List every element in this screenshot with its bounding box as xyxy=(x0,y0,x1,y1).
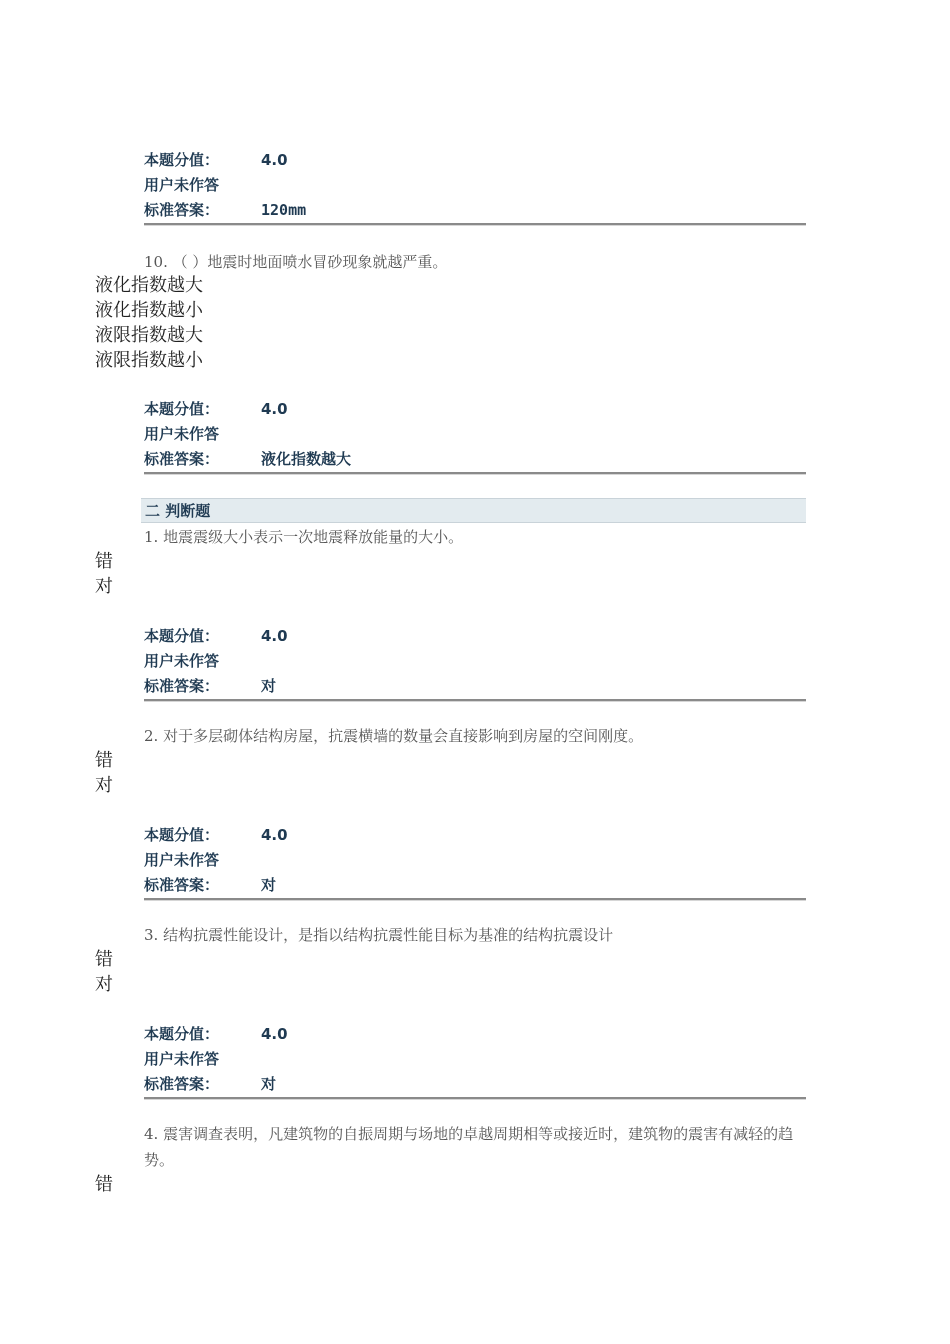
score-label: 本题分值： xyxy=(144,400,220,418)
answer-label: 标准答案： xyxy=(144,450,220,468)
q10-info xyxy=(144,397,806,472)
score-label: 本题分值： xyxy=(144,826,220,844)
divider xyxy=(144,472,806,475)
tf2-info xyxy=(144,823,806,898)
option-d[interactable]: 液限指数越小 xyxy=(95,350,203,371)
tf3-info xyxy=(144,1022,806,1097)
divider xyxy=(144,1097,806,1100)
answer-label: 标准答案： xyxy=(144,677,220,695)
question-text: 10. （ ）地震时地面喷水冒砂现象就越严重。 xyxy=(144,253,448,271)
section-header: 二 判断题 xyxy=(141,498,806,523)
score-value: 4.0 xyxy=(261,627,288,645)
score-label: 本题分值： xyxy=(144,151,220,169)
q9-info xyxy=(144,148,806,223)
tf1-info xyxy=(144,624,806,699)
unanswered-label: 用户未作答 xyxy=(144,176,220,194)
score-label: 本题分值： xyxy=(144,627,220,645)
option-true[interactable]: 对 xyxy=(95,974,113,995)
unanswered-label: 用户未作答 xyxy=(144,1050,220,1068)
option-a[interactable]: 液化指数越大 xyxy=(95,275,203,296)
answer-value: 对 xyxy=(261,876,277,894)
option-b[interactable]: 液化指数越小 xyxy=(95,300,203,321)
answer-value: 液化指数越大 xyxy=(261,450,352,468)
answer-label: 标准答案： xyxy=(144,201,220,219)
question-text: 4. 震害调查表明，凡建筑物的自振周期与场地的卓越周期相等或接近时，建筑物的震害有减轻的趋势。 xyxy=(144,1125,794,1169)
divider xyxy=(144,223,806,226)
answer-label: 标准答案： xyxy=(144,876,220,894)
unanswered-label: 用户未作答 xyxy=(144,851,220,869)
question-text: 1. 地震震级大小表示一次地震释放能量的大小。 xyxy=(144,528,464,546)
score-value: 4.0 xyxy=(261,400,288,418)
answer-label: 标准答案： xyxy=(144,1075,220,1093)
answer-value: 对 xyxy=(261,1075,277,1093)
score-value: 4.0 xyxy=(261,1025,288,1043)
divider xyxy=(144,699,806,702)
unanswered-label: 用户未作答 xyxy=(144,425,220,443)
score-label: 本题分值： xyxy=(144,1025,220,1043)
option-false[interactable]: 错 xyxy=(95,551,113,572)
question-text: 3. 结构抗震性能设计，是指以结构抗震性能目标为基准的结构抗震设计 xyxy=(144,926,614,944)
score-value: 4.0 xyxy=(261,151,288,169)
answer-value: 对 xyxy=(261,677,277,695)
divider xyxy=(144,898,806,901)
option-true[interactable]: 对 xyxy=(95,775,113,796)
unanswered-label: 用户未作答 xyxy=(144,652,220,670)
option-false[interactable]: 错 xyxy=(95,949,113,970)
option-c[interactable]: 液限指数越大 xyxy=(95,325,203,346)
option-false[interactable]: 错 xyxy=(95,1174,113,1195)
question-text: 2. 对于多层砌体结构房屋，抗震横墙的数量会直接影响到房屋的空间刚度。 xyxy=(144,727,644,745)
option-true[interactable]: 对 xyxy=(95,576,113,597)
option-false[interactable]: 错 xyxy=(95,750,113,771)
answer-value: 120mm xyxy=(261,201,307,219)
score-value: 4.0 xyxy=(261,826,288,844)
